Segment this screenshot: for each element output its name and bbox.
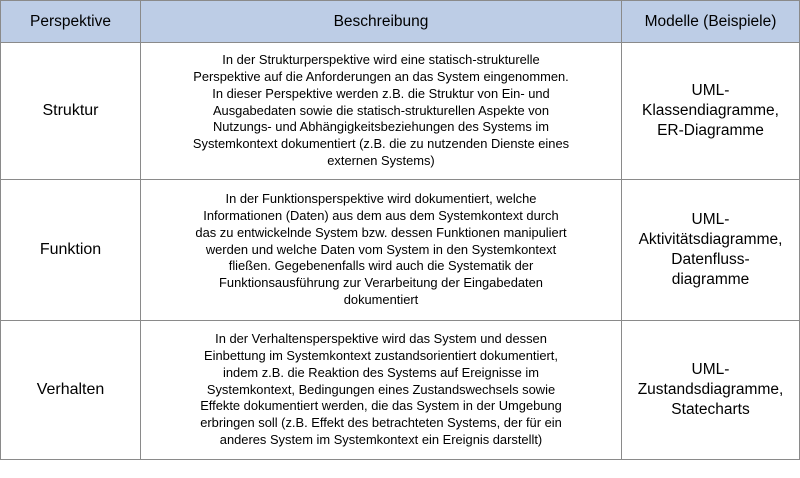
header-row [1,1,800,43]
perspective-cell: Funktion [1,180,141,321]
description-line: erbringen soll (z.B. Effekt des betrachteten Systems, der für ein [200,415,562,431]
description-line: In dieser Perspektive werden z.B. die Struktur von Ein- und [212,85,550,101]
model-line: Statecharts [671,401,750,418]
description-cell [141,180,622,321]
model-line: UML- [691,361,730,378]
description-line: Informationen (Daten) aus dem aus dem Systemkontext durch [203,208,559,223]
description-line: Effekte dokumentiert werden, die das System in der Umgebung [200,398,562,414]
description-line: externen Systems) [327,152,435,168]
description-line: Ausgabedaten sowie die statisch-strukturellen Aspekte von [212,102,550,118]
description-line: fließen. Gegebenenfalls wird auch die Systematik der [228,258,534,274]
header-models: Modelle (Beispiele) [622,1,800,43]
description-line: indem z.B. die Reaktion des Systems auf Ereignisse im [223,364,539,380]
models-cell [622,321,800,460]
description-line: Funktionsausführung zur Verarbeitung der Eingabedaten [219,275,543,291]
description-line: Perspektive auf die Anforderungen an das System eingenommen. [193,69,569,84]
table-row-verhalten [1,321,800,460]
perspective-cell: Verhalten [1,321,141,460]
description-line: dokumentiert [343,291,419,307]
description-line: In der Strukturperspektive wird eine statisch-strukturelle [222,52,540,68]
table-row-struktur [1,43,800,180]
model-line: ER-Diagramme [657,122,764,139]
header-perspective: Perspektive [1,1,141,43]
description-line: Einbettung im Systemkontext zustandsorientiert dokumentiert, [204,348,558,363]
description-line: Systemkontext, Bedingungen eines Zustandswechsels sowie [206,381,556,397]
model-line: Datenfluss- [671,251,750,268]
table-row-funktion [1,180,800,321]
model-line: UML- [691,82,730,99]
header-description: Beschreibung [141,1,622,43]
model-line: Aktivitätsdiagramme, [638,231,783,248]
model-line: Klassendiagramme, [642,102,779,119]
description-cell [141,321,622,460]
description-line: Nutzungs- und Abhängigkeitsbeziehungen des Systems im [212,119,550,135]
description-line: werden und welche Daten vom System in den Systemkontext [205,241,557,257]
description-cell [141,43,622,180]
description-line: das zu entwickelnde System bzw. dessen Funktionen manipuliert [195,224,567,240]
models-cell [622,180,800,321]
perspective-cell: Struktur [1,43,141,180]
description-line: Systemkontext dokumentiert (z.B. die zu nutzenden Dienste eines [192,136,570,152]
model-line: Zustandsdiagramme, [637,381,784,398]
models-cell [622,43,800,180]
description-line: In der Funktionsperspektive wird dokumentiert, welche [225,191,537,207]
model-line: diagramme [671,271,750,288]
description-line: In der Verhaltensperspektive wird das System und dessen [215,331,547,347]
description-line: anderes System im Systemkontext ein Ereignis darstellt) [219,431,543,447]
model-line: UML- [691,211,730,228]
